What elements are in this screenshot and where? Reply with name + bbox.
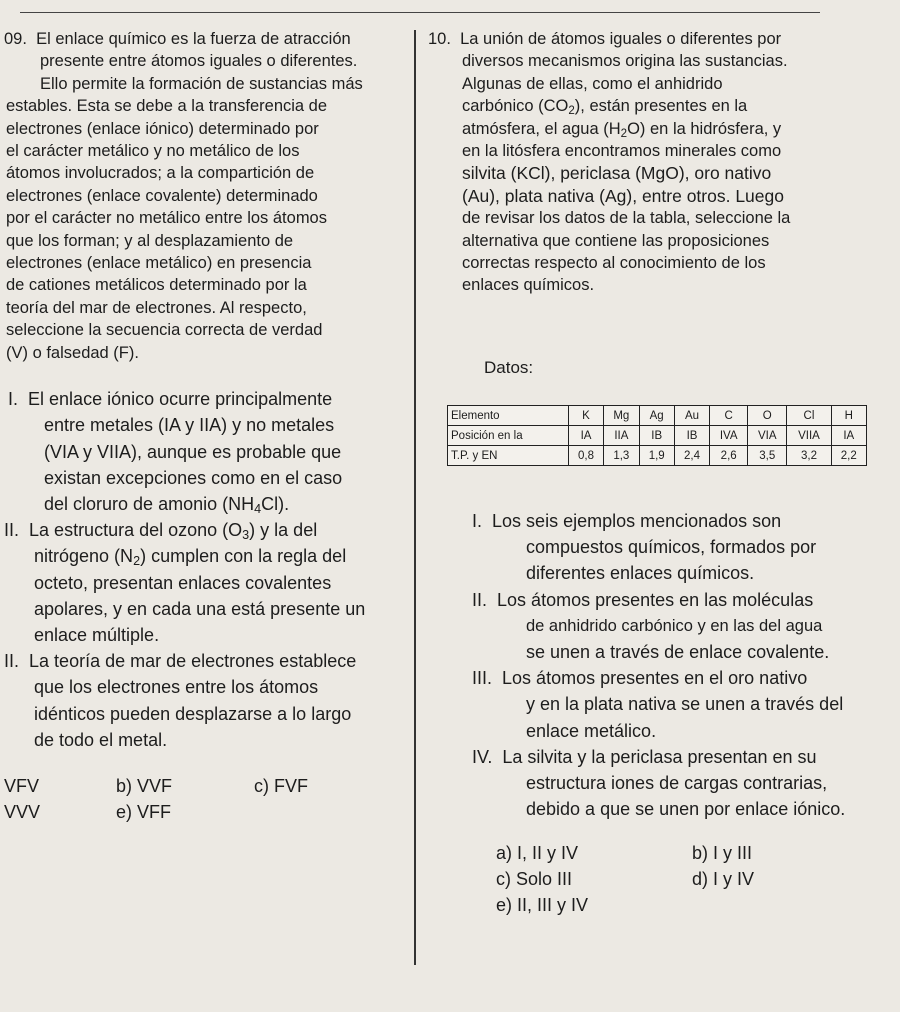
stem-line: Ello permite la formación de sustancias más: [40, 74, 363, 93]
top-rule: [20, 12, 820, 13]
table-cell: IVA: [710, 426, 748, 446]
stem-line: silvita (KCl), periclasa (MgO), oro nativo: [462, 163, 772, 184]
table-cell: 1,3: [604, 446, 639, 466]
statement-line: octeto, presentan enlaces covalentes: [34, 572, 332, 593]
proposition-label: II.: [472, 589, 488, 610]
datos-label: Datos:: [484, 358, 534, 377]
option-e[interactable]: e) II, III y IV: [496, 895, 589, 916]
question-09-stem: [4, 28, 406, 364]
elements-table: [447, 405, 867, 466]
table-cell: 1,9: [639, 446, 674, 466]
table-cell: 2,6: [710, 446, 748, 466]
proposition-line: y en la plata nativa se unen a través del: [526, 694, 844, 715]
stem-line: electrones (enlace covalente) determinado: [6, 186, 318, 205]
statement-line: de todo el metal.: [34, 729, 168, 750]
stem-line: en la litósfera encontramos minerales como: [462, 142, 782, 161]
statement-line: nitrógeno $(N_2)$ cumplen con la regla del: [34, 546, 347, 569]
proposition-line: enlace metálico.: [526, 720, 657, 741]
option-c[interactable]: c) FVF: [254, 775, 308, 796]
question-09-options: [4, 773, 406, 825]
stem-line: correctas respecto al conocimiento de los: [462, 254, 766, 273]
option-e[interactable]: e) VFF: [116, 801, 172, 822]
statement-line: idénticos pueden desplazarse a lo largo: [34, 703, 352, 724]
stem-line: por el carácter no metálico entre los átomos: [6, 209, 327, 228]
table-cell: Ag: [639, 406, 674, 426]
option-a[interactable]: VFV: [4, 775, 40, 796]
stem-line: alternativa que contiene las proposiciones: [462, 231, 770, 250]
table-cell: Posición en la: [448, 426, 569, 446]
statement-line: que los electrones entre los átomos: [34, 677, 319, 698]
table-cell: K: [568, 406, 603, 426]
table-row: [448, 446, 867, 466]
proposition-line: estructura iones de cargas contrarias,: [526, 773, 828, 794]
table-cell: 3,2: [787, 446, 831, 466]
proposition-line: debido a que se unen por enlace iónico.: [526, 799, 846, 820]
stem-line: seleccione la secuencia correcta de verdad: [6, 321, 323, 340]
question-10-propositions: [430, 508, 892, 918]
option-d[interactable]: VVV: [4, 801, 41, 822]
table-cell: C: [710, 406, 748, 426]
stem-line: electrones (enlace iónico) determinado por: [6, 119, 319, 138]
table-cell: IA: [568, 426, 603, 446]
proposition-II: II. Los átomos presentes en las moléculas de anhidrido carbónico y en las del agua se unen a través de enlace covalente.: [430, 587, 892, 666]
statement-label: II.: [4, 520, 20, 541]
statement-line: enlace múltiple.: [34, 624, 160, 645]
table-cell: Cl: [787, 406, 831, 426]
statement-label: II.: [4, 651, 20, 672]
statement-label: I.: [8, 389, 19, 410]
proposition-label: I.: [472, 511, 483, 531]
statement-line: del cloruro de amonio $(NH_4Cl)$.: [44, 493, 290, 517]
statement-line: (VIA y VIIA), aunque es probable que: [44, 441, 342, 462]
table-cell: Elemento: [448, 406, 569, 426]
statement-II: II. La estructura del ozono $(O_3)$ y la del nitrógeno $(N_2)$ cumplen con la regla del octeto, presentan enlaces covalentes apolares, y en cada una está presente un enlace múltiple.: [4, 517, 406, 648]
stem-line: enlaces químicos.: [462, 276, 595, 295]
stem-line: electrones (enlace metálico) en presencia: [6, 254, 312, 273]
question-10-stem: 10. La unión de átomos iguales o diferentes por diversos mecanismos origina las sustancias. Algunas de ellas, como el anhidrido carbónico $(CO_2)$, están presentes en la atmósfera, el agua $(H_2O)$ en la hidrósfera, y en la litósfera encontramos minerales como silvita (KCl), periclasa (MgO), oro nativo (Au), plata nativa (Ag), entre otros. Luego de revisar los datos de la tabla, seleccione la alternativa que contiene las proposiciones correctas respecto al conocimiento de los enlaces químicos.: [428, 28, 893, 297]
table-cell: 0,8: [568, 446, 603, 466]
stem-line: atmósfera, el agua $(H_2O)$ en la hidrósfera, y: [462, 119, 782, 140]
stem-line: diversos mecanismos origina las sustancias.: [462, 52, 788, 71]
option-d[interactable]: d) I y IV: [692, 869, 755, 890]
proposition-III: III. Los átomos presentes en el oro nativo y en la plata nativa se unen a través del enlace metálico.: [430, 665, 892, 744]
question-number: 10.: [428, 30, 451, 48]
proposition-IV: IV. La silvita y la periclasa presentan en su estructura iones de cargas contrarias, debido a que se unen por enlace iónico.: [430, 744, 892, 823]
proposition-line: de anhidrido carbónico y en las del agua: [526, 616, 823, 635]
table-cell: T.P. y EN: [448, 446, 569, 466]
stem-line: de cationes metálicos determinado por la: [6, 276, 307, 295]
proposition-label: III.: [472, 668, 493, 689]
question-number: 09.: [4, 30, 27, 48]
stem-line: estables. Esta se debe a la transferencia de: [6, 97, 328, 116]
proposition-line: compuestos químicos, formados por: [526, 537, 817, 558]
table-cell: Au: [674, 406, 709, 426]
stem-line: presente entre átomos iguales o diferentes.: [40, 52, 358, 71]
table-cell: IA: [831, 426, 866, 446]
statement-III: II. La teoría de mar de electrones establece que los electrones entre los átomos idénticos pueden desplazarse a lo largo de todo el metal.: [4, 648, 406, 753]
table-cell: VIIA: [787, 426, 831, 446]
stem-line: que los forman; y al desplazamiento de: [6, 231, 294, 250]
stem-line: (Au), plata nativa (Ag), entre otros. Luego: [462, 185, 784, 206]
table-cell: 2,4: [674, 446, 709, 466]
column-divider: [414, 30, 416, 965]
table-cell: H: [831, 406, 866, 426]
option-b[interactable]: b) I y III: [692, 843, 753, 864]
table-cell: IB: [674, 426, 709, 446]
table-cell: IB: [639, 426, 674, 446]
statement-line: existan excepciones como en el caso: [44, 467, 343, 488]
stem-line: (V) o falsedad (F).: [6, 343, 139, 362]
table-cell: IIA: [604, 426, 639, 446]
proposition-line: diferentes enlaces químicos.: [526, 563, 755, 584]
stem-line: Algunas de ellas, como el anhidrido: [462, 74, 723, 93]
table-cell: 3,5: [748, 446, 787, 466]
table-cell: VIA: [748, 426, 787, 446]
proposition-I: I. Los seis ejemplos mencionados son compuestos químicos, formados por diferentes enlaces químicos.: [430, 508, 892, 587]
question-10: [428, 28, 893, 297]
proposition-line: se unen a través de enlace covalente.: [526, 642, 830, 663]
table-cell: Mg: [604, 406, 639, 426]
table-row: [448, 426, 867, 446]
option-a[interactable]: a) I, II y IV: [496, 843, 579, 864]
table-cell: 2,2: [831, 446, 866, 466]
option-b[interactable]: b) VVF: [116, 775, 173, 796]
statement-line: entre metales (IA y IIA) y no metales: [44, 415, 335, 436]
stem-line: de revisar los datos de la tabla, seleccione la: [462, 209, 791, 228]
stem-line: átomos involucrados; a la compartición de: [6, 164, 315, 183]
question-10-options: [430, 840, 892, 918]
option-c[interactable]: c) Solo III: [496, 869, 573, 890]
statement-I: I. El enlace iónico ocurre principalmente entre metales (IA y IIA) y no metales (VIA y VIIA), aunque es probable que existan excepciones como en el caso del cloruro de amonio $(NH_4Cl)$.: [4, 386, 406, 517]
stem-line: 09. El enlace químico es la fuerza de atracción: [4, 30, 351, 48]
question-09: [4, 28, 406, 825]
proposition-label: IV.: [472, 746, 493, 767]
table-cell: O: [748, 406, 787, 426]
table-row: [448, 406, 867, 426]
stem-line: carbónico $(CO_2)$, están presentes en la: [462, 97, 748, 118]
statement-line: apolares, y en cada una está presente un: [34, 598, 366, 619]
stem-line: el carácter metálico y no metálico de los: [6, 142, 300, 161]
stem-line: teoría del mar de electrones. Al respecto,: [6, 298, 307, 317]
